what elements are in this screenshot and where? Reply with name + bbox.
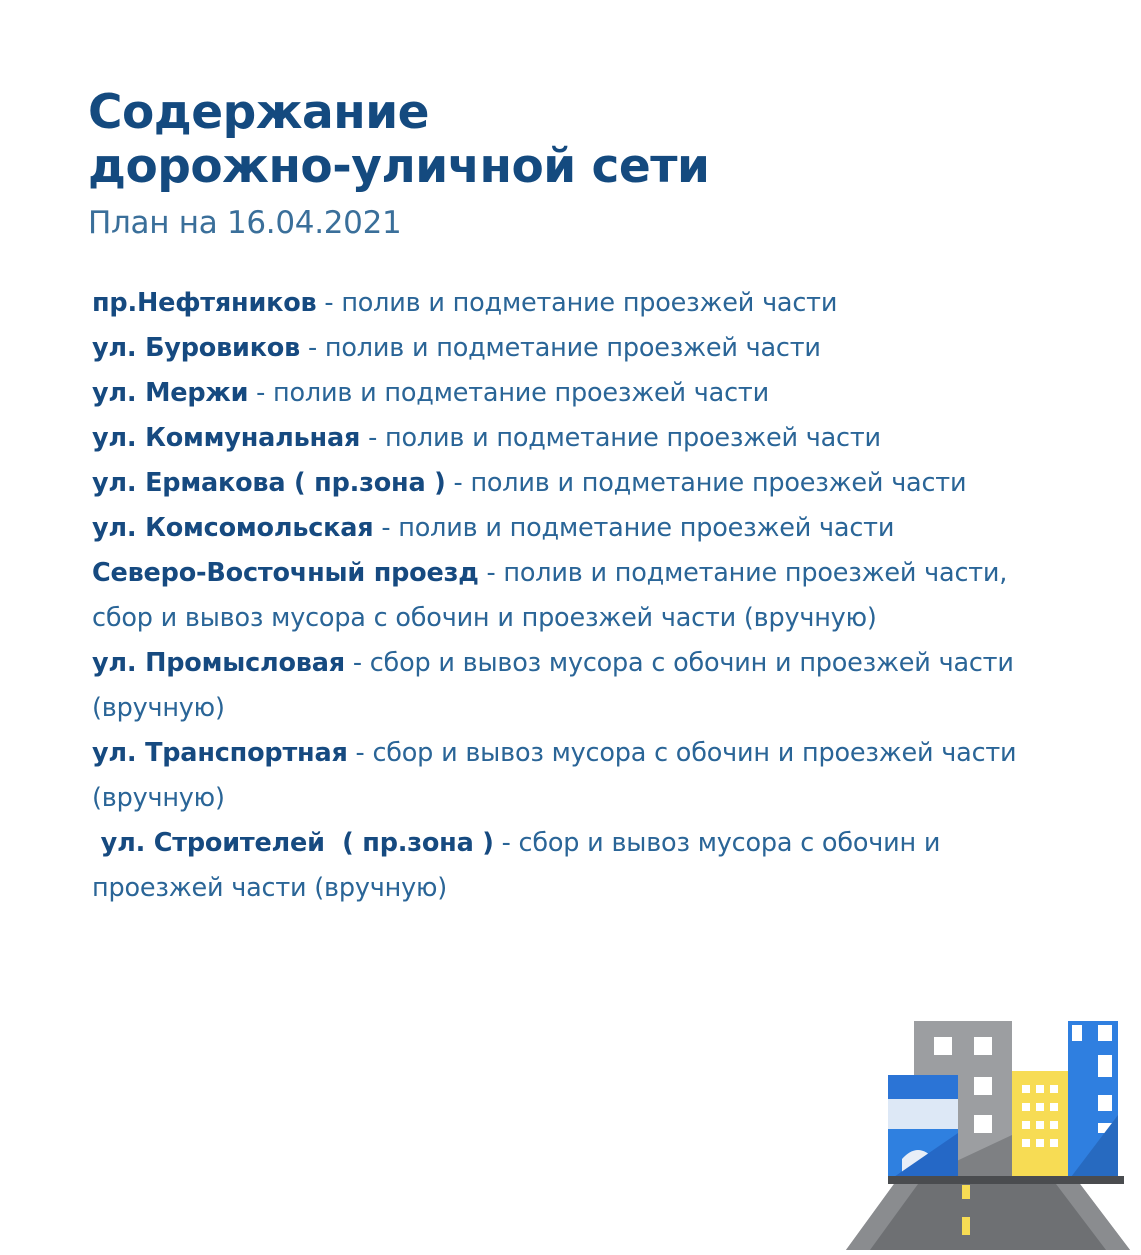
list-item — [92, 461, 1032, 506]
work-description: - полив и подметание проезжей части — [300, 333, 821, 363]
plan-date-subtitle: План на 16.04.2021 — [88, 205, 402, 241]
street-name: ул. Строителей ( пр.зона ) — [92, 828, 494, 858]
list-item — [92, 551, 1032, 641]
street-name: ул. Транспортная — [92, 738, 348, 768]
street-list — [92, 281, 1032, 911]
title-line-2: дорожно-уличной сети — [88, 139, 710, 194]
street-name: пр.Нефтяников — [92, 288, 317, 318]
list-item — [92, 371, 1032, 416]
street-name: ул. Ермакова ( пр.зона ) — [92, 468, 446, 498]
work-description: - сбор и вывоз мусора с обочин и проезжей части (вручную) — [92, 738, 1017, 813]
city-road-icon — [840, 1015, 1141, 1250]
street-name: ул. Коммунальная — [92, 423, 361, 453]
work-description: - сбор и вывоз мусора с обочин и проезжей части (вручную) — [92, 828, 941, 903]
list-item — [92, 326, 1032, 371]
street-name: ул. Буровиков — [92, 333, 301, 363]
work-description: - сбор и вывоз мусора с обочин и проезжей части (вручную) — [92, 648, 1014, 723]
work-description: - полив и подметание проезжей части — [360, 423, 881, 453]
work-description: - полив и подметание проезжей части — [373, 513, 895, 543]
page-title — [88, 86, 709, 194]
list-item — [92, 641, 1032, 731]
list-item — [92, 506, 1032, 551]
list-item — [92, 281, 1032, 326]
work-description: - полив и подметание проезжей части — [445, 468, 967, 498]
list-item — [92, 821, 1032, 911]
list-item — [92, 416, 1032, 461]
list-item — [92, 731, 1032, 821]
street-name: ул. Комсомольская — [92, 513, 374, 543]
work-description: - полив и подметание проезжей части, сбор и вывоз мусора с обочин и проезжей части (вручную) — [92, 558, 1008, 633]
street-name: ул. Промысловая — [92, 648, 345, 678]
street-name: Северо-Восточный проезд — [92, 558, 479, 588]
work-description: - полив и подметание проезжей части — [316, 288, 838, 318]
work-description: - полив и подметание проезжей части — [248, 378, 769, 408]
street-name: ул. Мержи — [92, 378, 249, 408]
title-line-1: Содержание — [88, 85, 430, 140]
